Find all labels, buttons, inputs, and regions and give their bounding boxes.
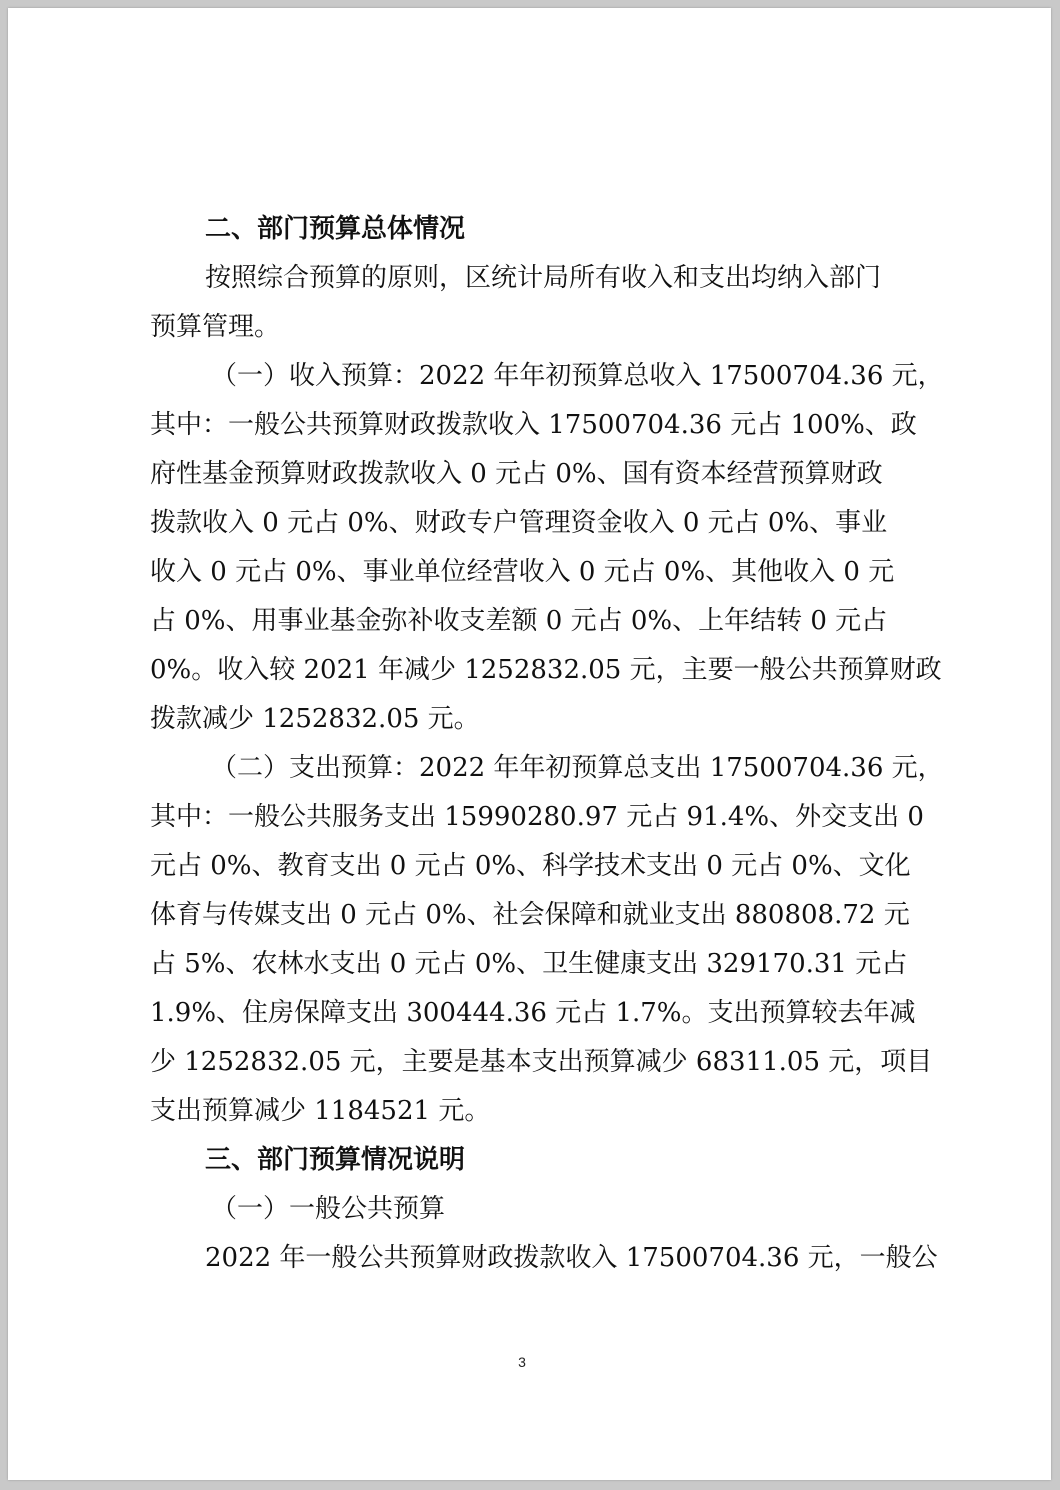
paragraph-line: 按照综合预算的原则，区统计局所有收入和支出均纳入部门 <box>205 263 882 293</box>
paragraph-line-expenditure-budget: （二）支出预算：2022 年年初预算总支出 17500704.36 元， <box>211 753 944 783</box>
section-heading-budget-explanation: 三、部门预算情况说明 <box>205 1145 466 1175</box>
paragraph-line: 拨款减少 1252832.05 元。 <box>150 704 480 734</box>
paragraph-line: 支出预算减少 1184521 元。 <box>150 1096 491 1126</box>
subsection-heading-general-public-budget: （一）一般公共预算 <box>211 1194 446 1224</box>
paragraph-line: 占 5%、农林水支出 0 元占 0%、卫生健康支出 329170.31 元占 <box>150 949 908 979</box>
document-page <box>8 8 1051 1480</box>
paragraph-line: 少 1252832.05 元，主要是基本支出预算减少 68311.05 元，项目 <box>150 1047 933 1077</box>
paragraph-line: 拨款收入 0 元占 0%、财政专户管理资金收入 0 元占 0%、事业 <box>150 508 888 538</box>
paragraph-line-income-budget: （一）收入预算：2022 年年初预算总收入 17500704.36 元， <box>211 361 944 391</box>
paragraph-line: 府性基金预算财政拨款收入 0 元占 0%、国有资本经营预算财政 <box>150 459 883 489</box>
paragraph-line: 0%。收入较 2021 年减少 1252832.05 元，主要一般公共预算财政 <box>150 655 942 685</box>
paragraph-line: 2022 年一般公共预算财政拨款收入 17500704.36 元，一般公 <box>205 1243 938 1273</box>
paragraph-line: 体育与传媒支出 0 元占 0%、社会保障和就业支出 880808.72 元 <box>150 900 910 930</box>
section-heading-budget-overview: 二、部门预算总体情况 <box>205 214 466 244</box>
paragraph-line: 收入 0 元占 0%、事业单位经营收入 0 元占 0%、其他收入 0 元 <box>150 557 895 587</box>
paragraph-line: 占 0%、用事业基金弥补收支差额 0 元占 0%、上年结转 0 元占 <box>150 606 888 636</box>
paragraph-line: 其中：一般公共预算财政拨款收入 17500704.36 元占 100%、政 <box>150 410 917 440</box>
paragraph-line: 元占 0%、教育支出 0 元占 0%、科学技术支出 0 元占 0%、文化 <box>150 851 911 881</box>
page-number: 3 <box>518 1354 526 1370</box>
paragraph-line: 1.9%、住房保障支出 300444.36 元占 1.7%。支出预算较去年减 <box>150 998 916 1028</box>
paragraph-line: 其中：一般公共服务支出 15990280.97 元占 91.4%、外交支出 0 <box>150 802 924 832</box>
paragraph-line: 预算管理。 <box>150 312 281 342</box>
